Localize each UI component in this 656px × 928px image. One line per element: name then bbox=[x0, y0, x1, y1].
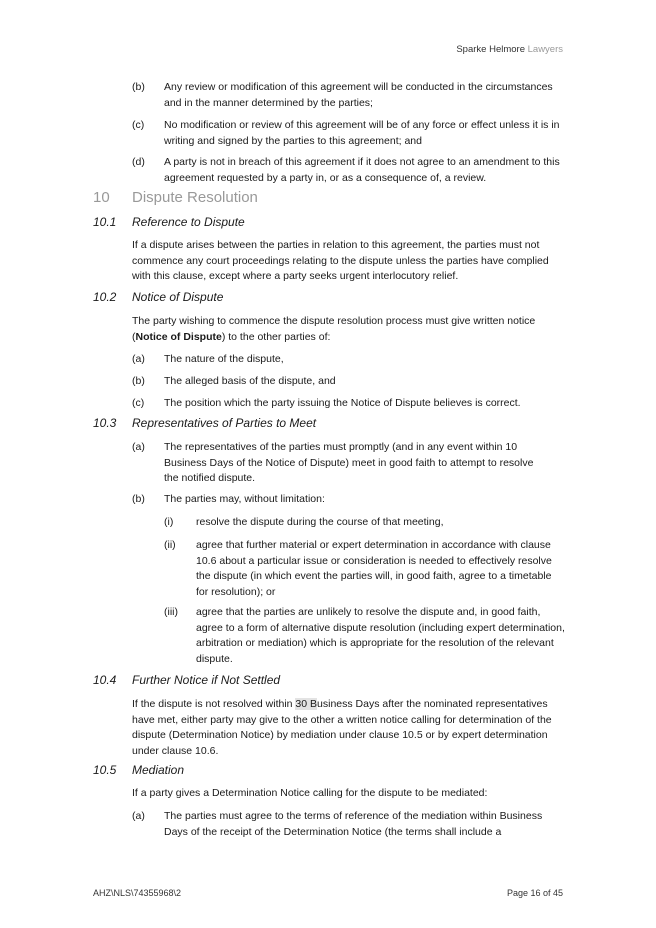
clause-heading: Notice of Dispute bbox=[132, 290, 224, 304]
subitem-label: (ii) bbox=[164, 539, 176, 551]
header-firm: Sparke Helmore bbox=[456, 44, 525, 55]
list-item-label: (b) bbox=[132, 81, 145, 93]
list-item-text: The position which the party issuing the Notice of Dispute believes is correct. bbox=[164, 397, 521, 409]
list-item-label: (a) bbox=[132, 810, 145, 822]
clause-heading: Reference to Dispute bbox=[132, 215, 245, 229]
clause-heading: Mediation bbox=[132, 763, 185, 777]
clause-body-text: usiness Days after the nominated representatives have met, either party may give to the other a written notice calling for determination of the dispute (Determination Notice) by mediation under clause 10.5 or by expert determination under clause 10.6. bbox=[132, 698, 552, 757]
clause-number: 10.4 bbox=[93, 673, 117, 687]
subitem-label: (iii) bbox=[164, 606, 178, 618]
section-title: Dispute Resolution bbox=[132, 189, 258, 206]
clause-body-text: If the dispute is not resolved within bbox=[132, 698, 296, 710]
clause-body bbox=[132, 314, 562, 345]
clause-number: 10.5 bbox=[93, 763, 117, 777]
highlighted-text: 30 B bbox=[295, 698, 318, 710]
document-reference: AHZ\NLS\74355968\2 bbox=[93, 888, 182, 898]
subitem-text: resolve the dispute during the course of that meeting, bbox=[196, 516, 444, 528]
list-item-label: (a) bbox=[132, 353, 145, 365]
header-suffix: Lawyers bbox=[527, 44, 563, 55]
defined-term: Notice of Dispute bbox=[135, 330, 222, 343]
list-item-text: No modification or review of this agreement will be of any force or effect unless it is in writing and signed by the parties to this agreement; and bbox=[164, 119, 560, 147]
page-header bbox=[456, 42, 563, 58]
clause-body: If a dispute arises between the parties in relation to this agreement, the parties must not commence any court proceedings relating to the dispute unless the parties have complied with this clause, except where a party seeks urgent interlocutory relief. bbox=[132, 239, 549, 282]
list-item-text: A party is not in breach of this agreement if it does not agree to an amendment to this agreement requested by a party in, or as a consequence of, a review. bbox=[164, 156, 560, 184]
list-item-label: (b) bbox=[132, 493, 145, 505]
clause-body bbox=[132, 697, 562, 759]
list-item-label: (c) bbox=[132, 397, 145, 409]
list-item-label: (b) bbox=[132, 375, 145, 387]
subitem-text: agree that the parties are unlikely to resolve the dispute and, in good faith, agree to a form of alternative dispute resolution (including expert determination, arbitration or mediation) which is appropriate for the resolution of the relevant dispute. bbox=[196, 606, 565, 665]
list-item-text: The nature of the dispute, bbox=[164, 353, 284, 365]
clause-body: If a party gives a Determination Notice calling for the dispute to be mediated: bbox=[132, 787, 488, 799]
clause-heading: Representatives of Parties to Meet bbox=[132, 416, 317, 430]
list-item-text: The parties may, without limitation: bbox=[164, 493, 325, 505]
clause-number: 10.2 bbox=[93, 290, 117, 304]
subitem-text: agree that further material or expert determination in accordance with clause 10.6 about a particular issue or consideration is needed to effectively resolve the dispute (in which event the parties will, in good faith, agree to a timetable for resolution); or bbox=[196, 539, 552, 598]
clause-number: 10.1 bbox=[93, 215, 117, 229]
subitem-label: (i) bbox=[164, 516, 174, 528]
clause-body-text: The party wishing to commence the dispute resolution process must give written notice ( bbox=[132, 315, 536, 343]
clause-heading: Further Notice if Not Settled bbox=[132, 673, 281, 687]
list-item-label: (a) bbox=[132, 441, 145, 453]
list-item-text: The alleged basis of the dispute, and bbox=[164, 375, 336, 387]
page-number: Page 16 of 45 bbox=[506, 888, 563, 898]
clause-number: 10.3 bbox=[93, 416, 117, 430]
list-item-text: The representatives of the parties must promptly (and in any event within 10 Business Days of the Notice of Dispute) meet in good faith to attempt to resolve the notified dispute. bbox=[164, 441, 534, 484]
list-item-text: The parties must agree to the terms of reference of the mediation within Business Days of the receipt of the Determination Notice (the terms shall include a bbox=[164, 810, 543, 838]
clause-body-text: ) to the other parties of: bbox=[221, 330, 331, 343]
list-item-label: (c) bbox=[132, 119, 145, 131]
section-number: 10 bbox=[93, 189, 110, 206]
list-item-text: Any review or modification of this agreement will be conducted in the circumstances and in the manner determined by the parties; bbox=[164, 81, 553, 109]
list-item-label: (d) bbox=[132, 156, 145, 168]
